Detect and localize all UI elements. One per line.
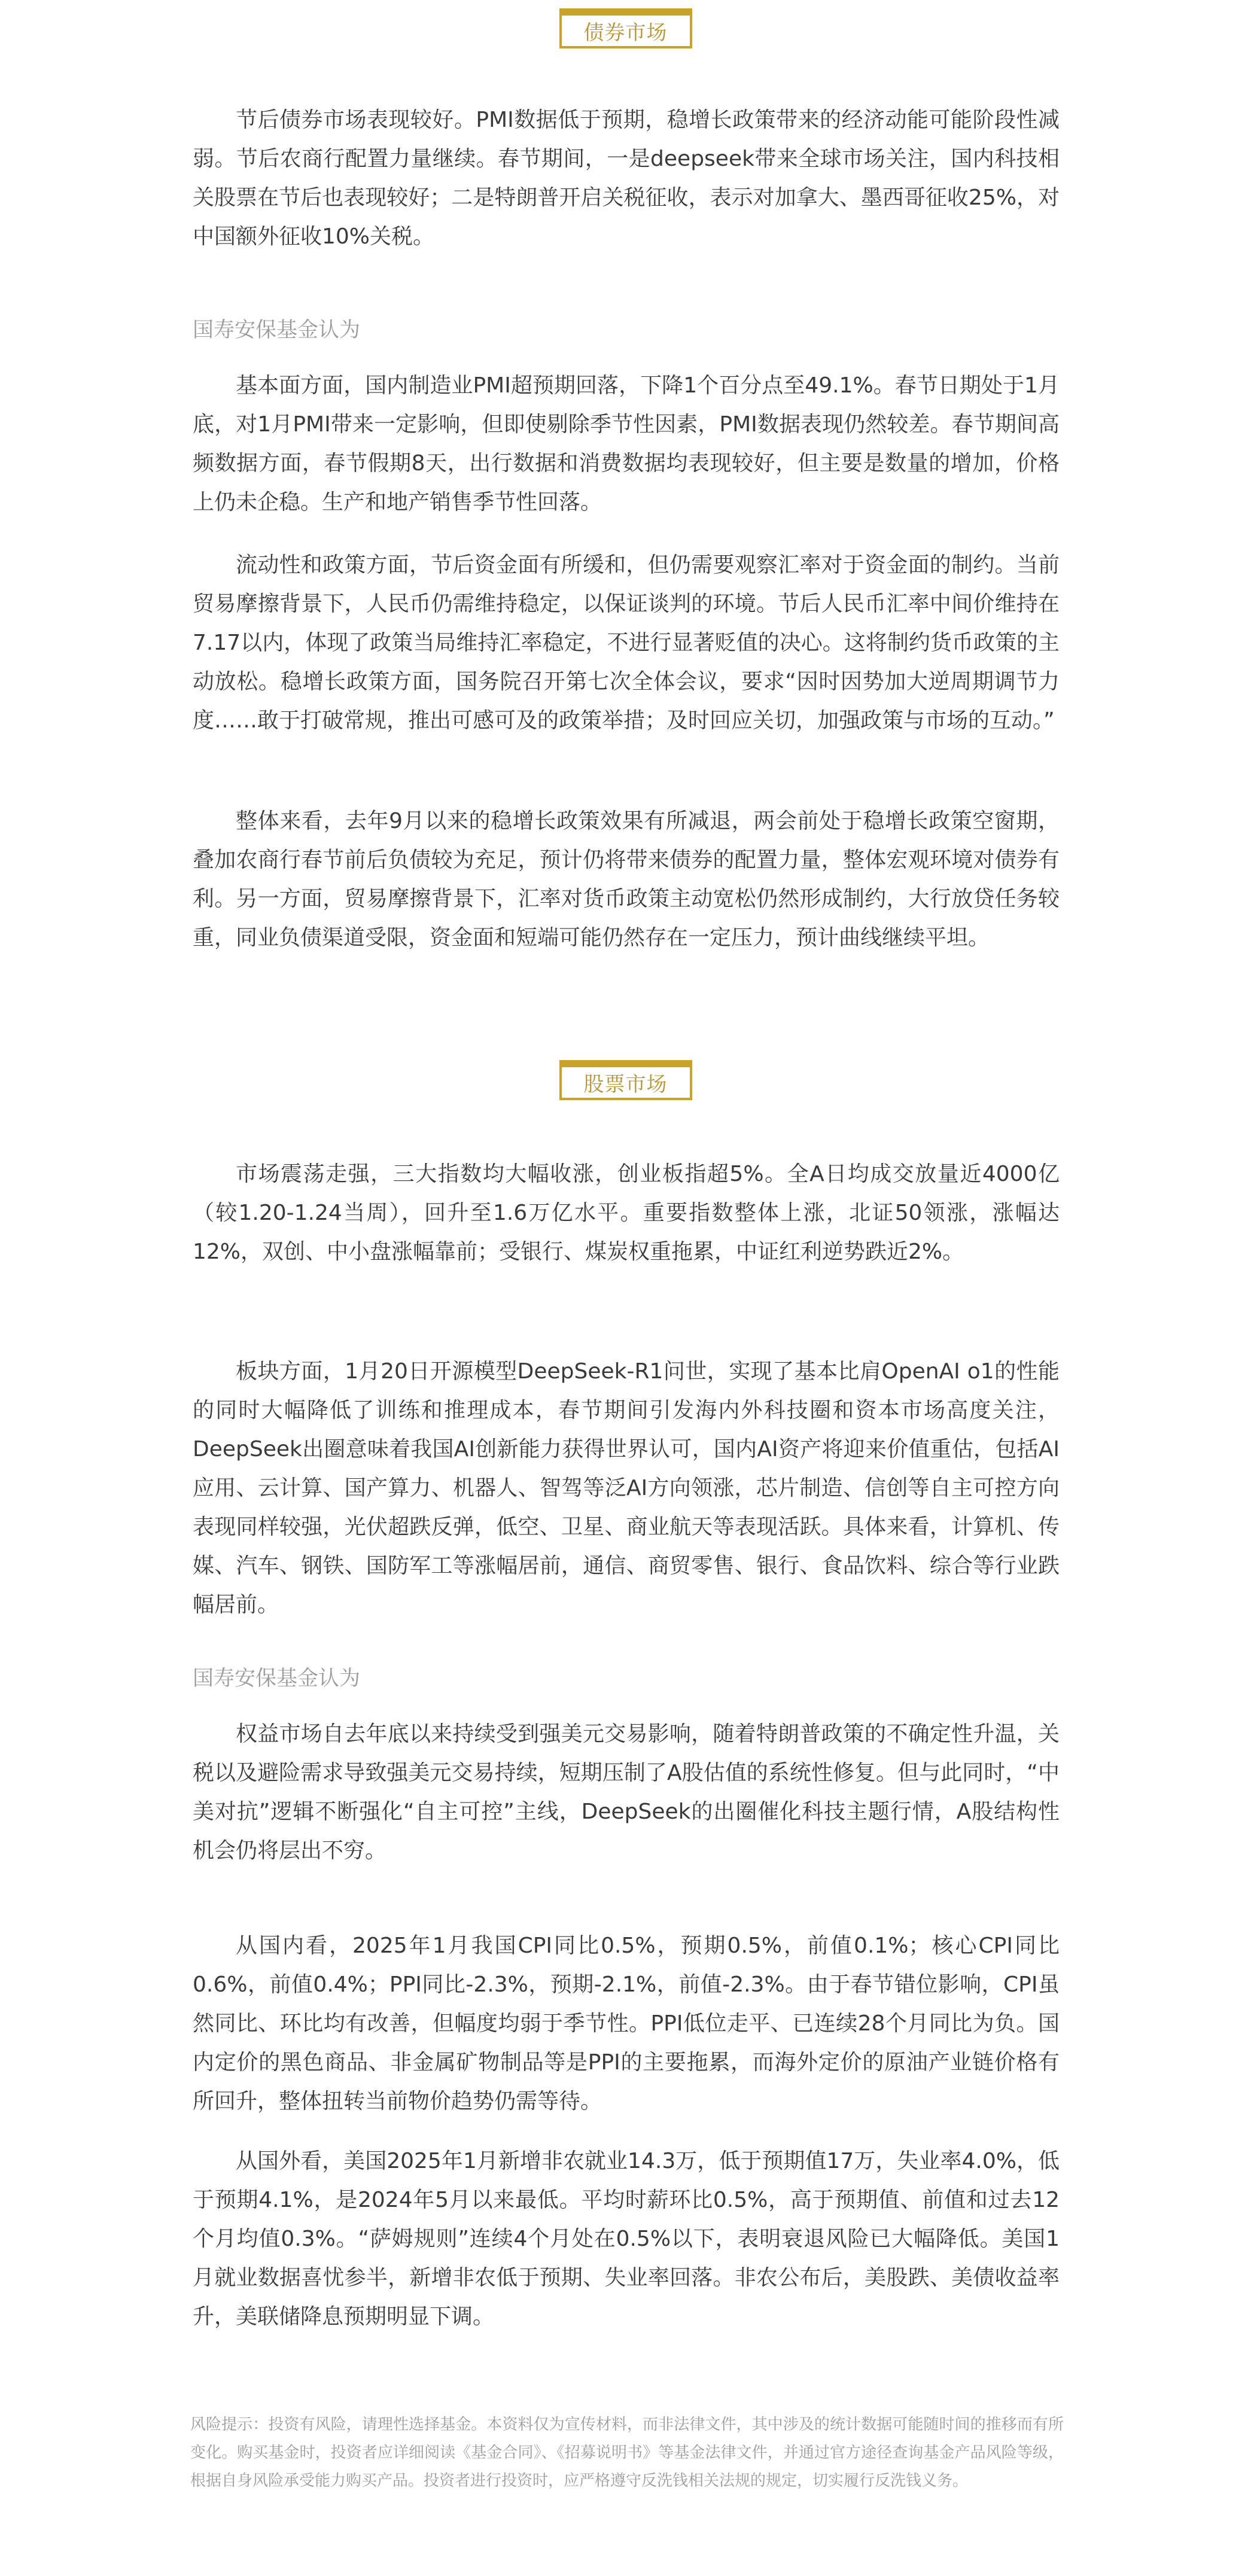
- stock-opinion-heading: 国寿安保基金认为: [193, 1667, 361, 1691]
- bond-intro-paragraph: 节后债券市场表现较好。PMI数据低于预期，稳增长政策带来的经济动能可能阶段性减弱。节后农商行配置力量继续。春节期间，一是deepseek带来全球市场关注，国内科技相关股票在节后也表现较好；二是特朗普开启关税征收，表示对加拿大、墨西哥征收25%，对中国额外征收10%关税。: [193, 108, 1060, 249]
- bond-liquidity-paragraph: 流动性和政策方面，节后资金面有所缓和，但仍需要观察汇率对于资金面的制约。当前贸易摩擦背景下，人民币仍需维持稳定，以保证谈判的环境。节后人民币汇率中间价维持在7.17以内，体现了政策当局维持汇率稳定，不进行显著贬值的决心。这将制约货币政策的主动放松。稳增长政策方面，国务院召开第七次全体会议，要求“因时因势加大逆周期调节力度……敢于打破常规，推出可感可及的政策举措；及时回应关切，加强政策与市场的互动。”: [193, 553, 1060, 733]
- stock-sector-paragraph: 板块方面，1月20日开源模型DeepSeek-R1问世，实现了基本比肩OpenAI o1的性能的同时大幅降低了训练和推理成本，春节期间引发海内外科技圈和资本市场高度关注，DeepSeek出圈意味着我国AI创新能力获得世界认可，国内AI资产将迎来价值重估，包括AI应用、云计算、国产算力、机器人、智驾等泛AI方向领涨，芯片制造、信创等自主可控方向表现同样较强，光伏超跌反弹，低空、卫星、商业航天等表现活跃。具体来看，计算机、传媒、汽车、钢铁、国防军工等涨幅居前，通信、商贸零售、银行、食品饮料、综合等行业跌幅居前。: [193, 1359, 1060, 1617]
- risk-disclaimer: 风险提示：投资有风险，请理性选择基金。本资料仅为宣传材料，而非法律文件，其中涉及的统计数据可能随时间的推移而有所变化。购买基金时，投资者应详细阅读《基金合同》、《招募说明书》等基金法律文件，并通过官方途径查询基金产品风险等级，根据自身风险承受能力购买产品。投资者进行投资时，应严格遵守反洗钱相关法规的规定，切实履行反洗钱义务。: [190, 2416, 1064, 2490]
- stock-market-overview-paragraph: 市场震荡走强，三大指数均大幅收涨，创业板指超5%。全A日均成交放量近4000亿（较1.20-1.24当周），回升至1.6万亿水平。重要指数整体上涨，北证50领涨，涨幅达12%，双创、中小盘涨幅靠前；受银行、煤炭权重拖累，中证红利逆势跌近2%。: [193, 1162, 1060, 1264]
- bond-overall-paragraph: 整体来看，去年9月以来的稳增长政策效果有所减退，两会前处于稳增长政策空窗期，叠加农商行春节前后负债较为充足，预计仍将带来债券的配置力量，整体宏观环境对债券有利。另一方面，贸易摩擦背景下，汇率对货币政策主动宽松仍然形成制约，大行放贷任务较重，同业负债渠道受限，资金面和短端可能仍然存在一定压力，预计曲线继续平坦。: [193, 809, 1060, 950]
- stock-market-tag: 股票市场: [559, 1060, 692, 1100]
- bond-fundamentals-paragraph: 基本面方面，国内制造业PMI超预期回落，下降1个百分点至49.1%。春节日期处于1月底，对1月PMI带来一定影响，但即使剔除季节性因素，PMI数据表现仍然较差。春节期间高频数据方面，春节假期8天，出行数据和消费数据均表现较好，但主要是数量的增加，价格上仍未企稳。生产和地产销售季节性回落。: [193, 373, 1060, 514]
- bond-market-tag: 债券市场: [559, 8, 692, 48]
- stock-domestic-paragraph: 从国内看，2025年1月我国CPI同比0.5%，预期0.5%，前值0.1%；核心CPI同比0.6%，前值0.4%；PPI同比-2.3%，预期-2.1%，前值-2.3%。由于春节错位影响，CPI虽然同比、环比均有改善，但幅度均弱于季节性。PPI低位走平、已连续28个月同比为负。国内定价的黑色商品、非金属矿物制品等是PPI的主要拖累，而海外定价的原油产业链价格有所回升，整体扭转当前物价趋势仍需等待。: [193, 1933, 1060, 2114]
- stock-overseas-paragraph: 从国外看，美国2025年1月新增非农就业14.3万，低于预期值17万，失业率4.0%，低于预期4.1%，是2024年5月以来最低。平均时薪环比0.5%，高于预期值、前值和过去12个月均值0.3%。“萨姆规则”连续4个月处在0.5%以下，表明衰退风险已大幅降低。美国1月就业数据喜忧参半，新增非农低于预期、失业率回落。非农公布后，美股跌、美债收益率升，美联储降息预期明显下调。: [193, 2149, 1060, 2329]
- stock-equity-paragraph: 权益市场自去年底以来持续受到强美元交易影响，随着特朗普政策的不确定性升温，关税以及避险需求导致强美元交易持续，短期压制了A股估值的系统性修复。但与此同时，“中美对抗”逻辑不断强化“自主可控”主线，DeepSeek的出圈催化科技主题行情，A股结构性机会仍将层出不穷。: [193, 1722, 1060, 1863]
- bond-opinion-heading: 国寿安保基金认为: [193, 318, 361, 342]
